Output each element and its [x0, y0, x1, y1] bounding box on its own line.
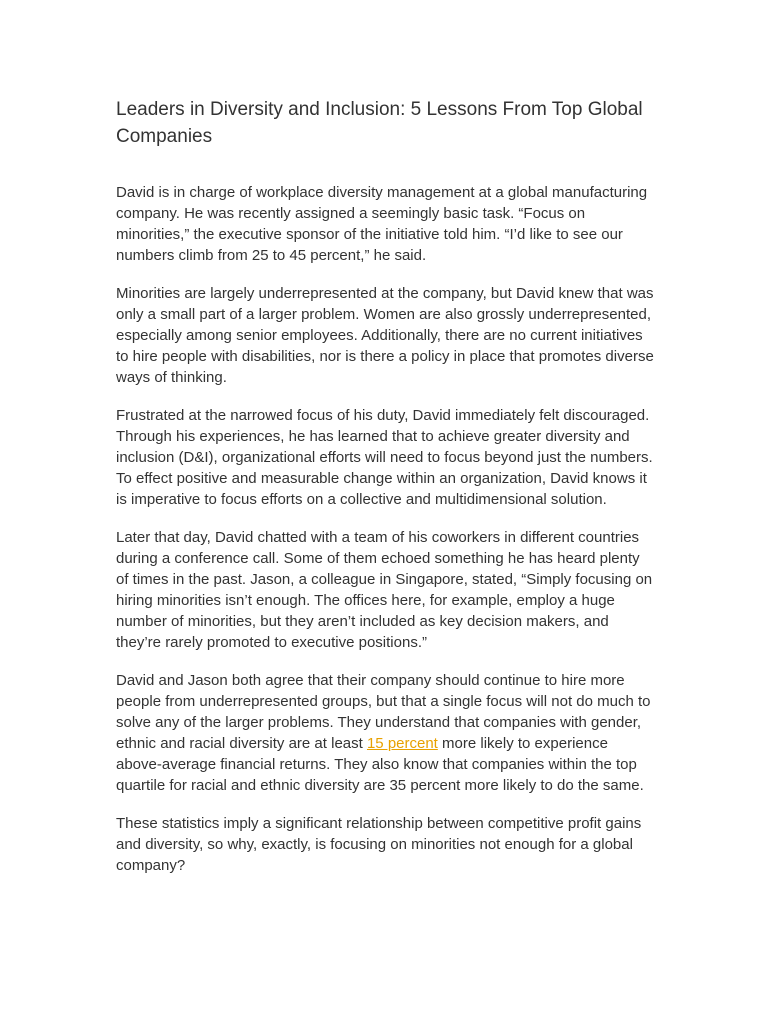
paragraph-6: These statistics imply a significant relationship between competitive profit gains and diversity, so why, exactly, is focusing on minorities not enough for a global company? — [116, 815, 642, 874]
paragraph-5 — [116, 670, 656, 796]
paragraph-4: Later that day, David chatted with a team of his coworkers in different countries during a conference call. Some of them echoed something he has heard plenty of times in the past. Jason, a colleague in Singapore, stated, “Simply focusing on hiring minorities isn’t enough. The offices here, for example, employ a huge number of minorities, but they aren’t included as key decision makers, and they’re rarely promoted to executive positions.” — [116, 529, 653, 651]
paragraph-5-text-before-link: David and Jason both agree that their company should continue to hire more people from underrepresented groups, but that a single focus will not do much to solve any of the larger problems. They understand that companies with gender, ethnic and racial diversity are at least — [116, 672, 651, 752]
paragraph-5-text-after-link: more likely to experience above-average financial returns. They also know that companies within the top quartile for racial and ethnic diversity are 35 percent more likely to do the same. — [116, 735, 644, 794]
paragraph-3: Frustrated at the narrowed focus of his duty, David immediately felt discouraged. Through his experiences, he has learned that to achieve greater diversity and inclusion (D&I), organizational efforts will need to focus beyond just the numbers. To effect positive and measurable change within an organization, David knows it is imperative to focus efforts on a collective and multidimensional solution. — [116, 407, 653, 508]
paragraph-1: David is in charge of workplace diversity management at a global manufacturing company. He was recently assigned a seemingly basic task. “Focus on minorities,” the executive sponsor of the initiative told him. “I’d like to see our numbers climb from 25 to 45 percent,” he said. — [116, 184, 648, 264]
article-title: Leaders in Diversity and Inclusion: 5 Lessons From Top Global Companies — [116, 99, 643, 147]
paragraph-2: Minorities are largely underrepresented at the company, but David knew that was only a small part of a larger problem. Women are also grossly underrepresented, especially among senior employees. Additionally, there are no current initiatives to hire people with disabilities, nor is there a policy in place that promotes diverse ways of thinking. — [116, 285, 654, 386]
fifteen-percent-link[interactable]: 15 percent — [366, 735, 438, 752]
article — [116, 96, 656, 893]
